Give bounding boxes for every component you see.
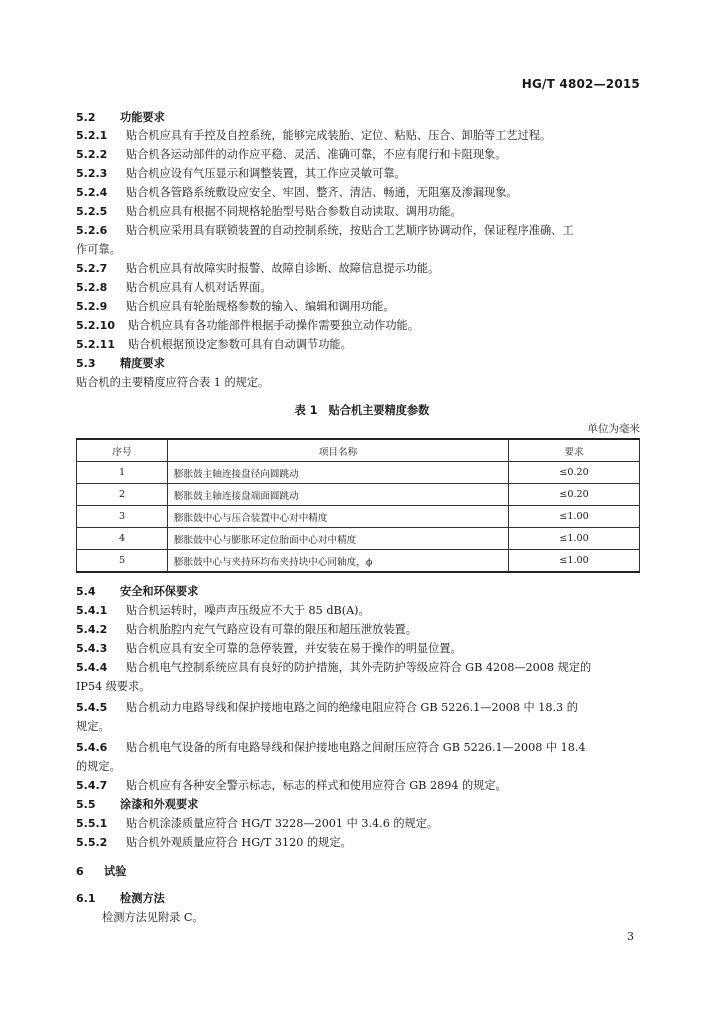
- table-row: [77, 462, 640, 484]
- section-title: 涂漆和外观要求: [120, 798, 199, 811]
- cell-item-name: 膨胀鼓中心与夹持环均布夹持块中心同轴度，ϕ: [168, 550, 509, 573]
- clause-5-2-7: [76, 261, 640, 276]
- clause-text: 贴合机应具有人机对话界面。: [126, 281, 272, 294]
- section-number: 5.2: [76, 111, 96, 124]
- clause-number: 5.2.11: [76, 338, 115, 351]
- clause-text: 贴合机各运动部件的动作应平稳、灵活、准确可靠，不应有爬行和卡阻现象。: [126, 148, 507, 161]
- clause-5-2-11: [76, 337, 640, 352]
- section-title: 精度要求: [120, 357, 165, 370]
- clause-number: 5.4.1: [76, 604, 108, 617]
- table-row: [77, 506, 640, 528]
- cell-index: 3: [77, 506, 168, 528]
- section-6-1-text: 检测方法见附录 C。: [102, 911, 204, 924]
- clause-text: 贴合机胎腔内充气气路应设有可靠的限压和超压泄放装置。: [126, 623, 417, 636]
- clause-number: 5.2.8: [76, 281, 108, 294]
- standard-code-header: HG/T 4802—2015: [521, 77, 640, 91]
- clause-5-4-1: [76, 603, 640, 618]
- section-heading-5-4: [76, 584, 640, 599]
- clause-text: 贴合机应设有气压显示和调整装置，其工作应灵敏可靠。: [126, 167, 406, 180]
- cell-item-name: 膨胀鼓主轴连接盘端面圆跳动: [168, 484, 509, 506]
- clause-number: 5.4.2: [76, 623, 108, 636]
- clause-5-4-4: [76, 660, 640, 675]
- clause-5-2-9: [76, 299, 640, 314]
- section-heading-6-1: [76, 891, 640, 906]
- clause-text: 贴合机电气控制系统应具有良好的防护措施，其外壳防护等级应符合 GB 4208—2008 规定的: [126, 661, 592, 674]
- table-caption: 表 1 贴合机主要精度参数: [294, 404, 430, 417]
- clause-text: 贴合机应有各种安全警示标志，标志的样式和使用应符合 GB 2894 的规定。: [126, 779, 507, 792]
- clause-number: 5.5.2: [76, 836, 108, 849]
- clause-number: 5.2.6: [76, 224, 108, 237]
- cell-item-name: 膨胀鼓中心与压合装置中心对中精度: [168, 506, 509, 528]
- clause-5-4-6: [76, 740, 640, 755]
- table-row: [77, 484, 640, 506]
- clause-number: 5.4.5: [76, 701, 108, 714]
- section-title: 试验: [104, 865, 127, 878]
- section-heading-6: [76, 864, 640, 879]
- clause-5-4-6-continuation: 的规定。: [76, 760, 121, 773]
- clause-text: 贴合机应采用具有联锁装置的自动控制系统，按贴合工艺顺序协调动作，保证程序准确、工: [126, 224, 574, 237]
- clause-number: 5.2.7: [76, 262, 108, 275]
- clause-5-2-2: [76, 147, 640, 162]
- clause-text: 贴合机应具有各功能部件根据手动操作需要独立动作功能。: [128, 319, 419, 332]
- clause-number: 5.2.4: [76, 186, 108, 199]
- clause-number: 5.2.1: [76, 129, 108, 142]
- cell-index: 5: [77, 550, 168, 573]
- clause-5-5-2: [76, 835, 640, 850]
- clause-5-2-8: [76, 280, 640, 295]
- clause-5-2-6-continuation: 作可靠。: [76, 243, 121, 256]
- cell-requirement: ≤1.00: [509, 506, 640, 528]
- clause-number: 5.4.4: [76, 661, 108, 674]
- clause-5-4-3: [76, 641, 640, 656]
- clause-5-2-5: [76, 204, 640, 219]
- cell-requirement: ≤0.20: [509, 462, 640, 484]
- clause-5-4-5: [76, 700, 640, 715]
- clause-5-2-4: [76, 185, 640, 200]
- clause-number: 5.4.7: [76, 779, 108, 792]
- clause-text: 贴合机各管路系统敷设应安全、牢固、整齐、清洁、畅通，无阻塞及渗漏现象。: [126, 186, 518, 199]
- header-item-name: 项目名称: [168, 439, 509, 462]
- section-number: 5.5: [76, 798, 96, 811]
- clause-text: 贴合机动力电路导线和保护接地电路之间的绝缘电阻应符合 GB 5226.1—2008 中 18.3 的: [126, 701, 578, 714]
- section-heading-5-5: [76, 797, 640, 812]
- section-number: 6.1: [76, 892, 96, 905]
- clause-5-4-7: [76, 778, 640, 793]
- clause-number: 5.5.1: [76, 817, 108, 830]
- clause-text: 贴合机运转时，噪声声压级应不大于 85 dB(A)。: [126, 604, 370, 617]
- clause-text: 贴合机应具有轮胎规格参数的输入、编辑和调用功能。: [126, 300, 395, 313]
- clause-number: 5.2.5: [76, 205, 108, 218]
- section-title: 安全和环保要求: [120, 585, 199, 598]
- table-unit-note: 单位为毫米: [587, 423, 640, 435]
- cell-index: 4: [77, 528, 168, 550]
- clause-number: 5.4.3: [76, 642, 108, 655]
- section-number: 6: [76, 865, 84, 878]
- clause-text: 贴合机应具有根据不同规格轮胎型号贴合参数自动读取、调用功能。: [126, 205, 462, 218]
- clause-number: 5.2.10: [76, 319, 115, 332]
- clause-text: 贴合机外观质量应符合 HG/T 3120 的规定。: [126, 836, 352, 849]
- section-title: 检测方法: [120, 892, 165, 905]
- clause-number: 5.2.3: [76, 167, 108, 180]
- clause-5-4-5-continuation: 规定。: [76, 720, 110, 733]
- clause-5-2-10: [76, 318, 640, 333]
- cell-requirement: ≤1.00: [509, 550, 640, 573]
- clause-5-2-3: [76, 166, 640, 181]
- section-heading-5-2: [76, 110, 640, 125]
- clause-text: 贴合机根据预设定参数可具有自动调节功能。: [128, 338, 352, 351]
- table-row: [77, 528, 640, 550]
- section-5-3-intro: 贴合机的主要精度应符合表 1 的规定。: [76, 376, 270, 389]
- cell-item-name: 膨胀鼓主轴连接盘径向圆跳动: [168, 462, 509, 484]
- clause-text: 贴合机应具有安全可靠的急停装置，并安装在易于操作的明显位置。: [126, 642, 462, 655]
- table-row: [77, 550, 640, 573]
- section-number: 5.3: [76, 357, 96, 370]
- clause-number: 5.2.2: [76, 148, 108, 161]
- section-number: 5.4: [76, 585, 96, 598]
- clause-5-2-6: [76, 223, 640, 238]
- clause-text: 贴合机涂漆质量应符合 HG/T 3228—2001 中 3.4.6 的规定。: [126, 817, 439, 830]
- header-requirement: 要求: [509, 439, 640, 462]
- cell-index: 1: [77, 462, 168, 484]
- header-index: 序号: [77, 439, 168, 462]
- clause-text: 贴合机应具有故障实时报警、故障自诊断、故障信息提示功能。: [126, 262, 440, 275]
- page-number: 3: [627, 930, 634, 943]
- clause-number: 5.4.6: [76, 741, 108, 754]
- clause-5-4-4-continuation: IP54 级要求。: [76, 680, 151, 693]
- section-heading-5-3: [76, 356, 640, 371]
- clause-number: 5.2.9: [76, 300, 108, 313]
- table-header-row: [77, 439, 640, 462]
- cell-requirement: ≤1.00: [509, 528, 640, 550]
- clause-text: 贴合机应具有手控及自控系统，能够完成装胎、定位、粘贴、压合、卸胎等工艺过程。: [126, 129, 552, 142]
- clause-5-4-2: [76, 622, 640, 637]
- section-title: 功能要求: [120, 111, 165, 124]
- clause-5-5-1: [76, 816, 640, 831]
- precision-table: [76, 438, 640, 573]
- cell-index: 2: [77, 484, 168, 506]
- clause-5-2-1: [76, 128, 640, 143]
- clause-text: 贴合机电气设备的所有电路导线和保护接地电路之间耐压应符合 GB 5226.1—2008 中 18.4: [126, 741, 586, 754]
- cell-item-name: 膨胀鼓中心与膨胀环定位胎面中心对中精度: [168, 528, 509, 550]
- cell-requirement: ≤0.20: [509, 484, 640, 506]
